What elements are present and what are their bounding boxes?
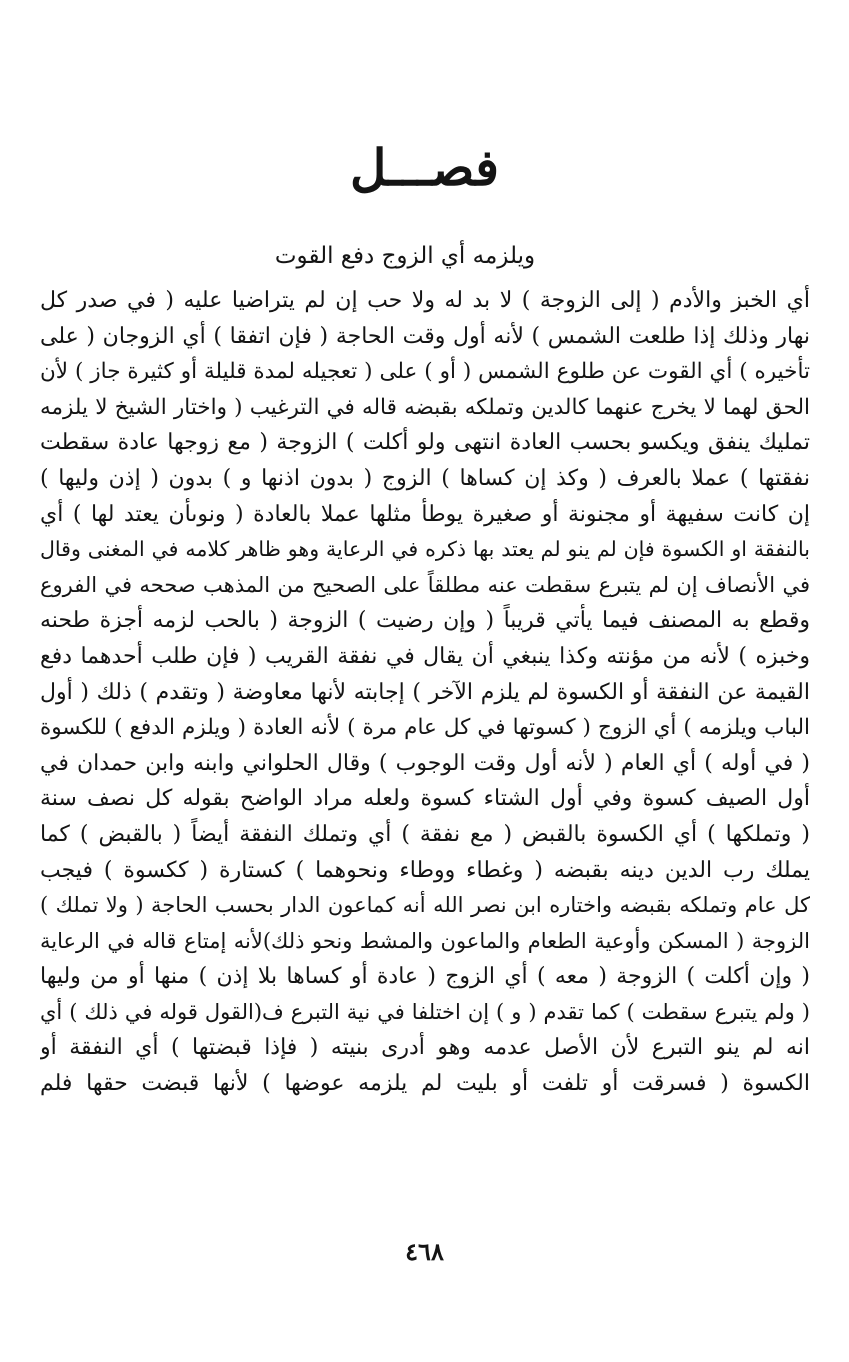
- text-line: تأخيره ) أي القوت عن طلوع الشمس ( أو ) على ( تعجيله لمدة قليلة أو كثيرة جاز ) لأن: [40, 359, 810, 385]
- text-line: نهار وذلك إذا طلعت الشمس ) لأنه أول وقت الحاجة ( فإن اتفقا ) أي الزوجان ( على: [40, 323, 810, 349]
- text-line: ( وتملكها ) أي الكسوة بالقبض ( مع نفقة ) أي وتملك النفقة أيضاً ( بالقبض ) كما: [40, 821, 810, 847]
- text-line: إن كانت سفيهة أو مجنونة أو صغيرة يوطأ مثلها عملا بالعادة ( ونوىأن يعتد لها ) أي: [40, 501, 810, 527]
- text-line: الزوجة ( المسكن وأوعية الطعام والماعون والمشط ونحو ذلك)لأنه إمتاع قاله في الرعاية: [40, 928, 810, 953]
- text-line: كل عام وتملكه بقبضه واختاره ابن نصر الله أنه كماعون الدار بحسب الحاجة ( ولا تملك ): [40, 893, 810, 918]
- text-line: الكسوة ( فسرقت أو تلفت أو بليت لم يلزمه عوضها ) لأنها قبضت حقها فلم: [40, 1071, 810, 1097]
- text-line: وخبزه ) لأنه من مؤنته وكذا ينبغي أن يقال في نفقة القريب ( فإن طلب أحدهما دفع: [40, 643, 810, 669]
- text-line: نفقتها ) عملا بالعرف ( وكذ إن كساها ) الزوج ( بدون اذنها و ) بدون ( إذن وليها ): [40, 465, 810, 491]
- text-line: الباب ويلزمه ) أي الزوج ( كسوتها في كل عام مرة ) لأنه العادة ( ويلزم الدفع ) للكسوة: [40, 715, 810, 741]
- subheading: ويلزمه أي الزوج دفع القوت: [274, 243, 536, 269]
- text-line: ( وإن أكلت ) الزوجة ( معه ) أي الزوج ( عادة أو كساها بلا إذن ) منها أو من وليها: [40, 964, 810, 990]
- text-line: ( ولم يتبرع سقطت ) كما تقدم ( و ) إن اختلفا في نية التبرع ف(القول قوله في ذلك ) أي: [40, 999, 810, 1024]
- text-line: القيمة عن النفقة أو الكسوة لم يلزم الآخر ) إجابته لأنها معاوضة ( وتقدم ) ذلك ( أول: [40, 679, 810, 705]
- section-heading: فصـــل: [349, 138, 500, 197]
- text-line: الحق لهما لا يخرج عنهما كالدين وتملكه بقبضه قاله في الترغيب ( واختار الشيخ لا يلزمه: [40, 394, 810, 420]
- text-line: انه لم ينو التبرع لأن الأصل عدمه وهو أدرى بنيته ( فإذا قبضتها ) أي النفقة أو: [40, 1035, 810, 1061]
- text-line: بالنفقة او الكسوة فإن لم ينو لم يعتد بها ذكره في الرعاية وهو ظاهر كلامه في المغنى وقال: [40, 537, 810, 562]
- text-line: يملك رب الدين دينه بقبضه ( وغطاء ووطاء ونحوهما ) كستارة ( ككسوة ) فيجب: [40, 857, 810, 883]
- text-line: ( في أوله ) أي العام ( لأنه أول وقت الوجوب ) وقال الحلواني وابنه وابن حمدان في: [40, 750, 810, 776]
- page-number: ٤٦٨: [405, 1237, 444, 1266]
- body-text: [40, 283, 810, 1102]
- text-line: في الأنصاف إن لم يتبرع سقطت عنه مطلقاً على الصحيح من المذهب صححه في الفروع: [40, 572, 810, 597]
- text-line: وقطع به المصنف فيما يأتي قريباً ( وإن رضيت ) الزوجة ( بالحب لزمه أجزة طحنه: [40, 608, 810, 634]
- text-line: أول الصيف كسوة وفي أول الشتاء كسوة ولعله مراد الواضح بقوله كل نصف سنة: [40, 786, 810, 812]
- text-line: تمليك ينفق ويكسو بحسب العادة انتهى ولو أكلت ) الزوجة ( مع زوجها عادة سقطت: [40, 430, 810, 456]
- text-line: أي الخبز والأدم ( إلى الزوجة ) لا بد له ولا حب إن لم يتراضيا عليه ( في صدر كل: [40, 288, 810, 313]
